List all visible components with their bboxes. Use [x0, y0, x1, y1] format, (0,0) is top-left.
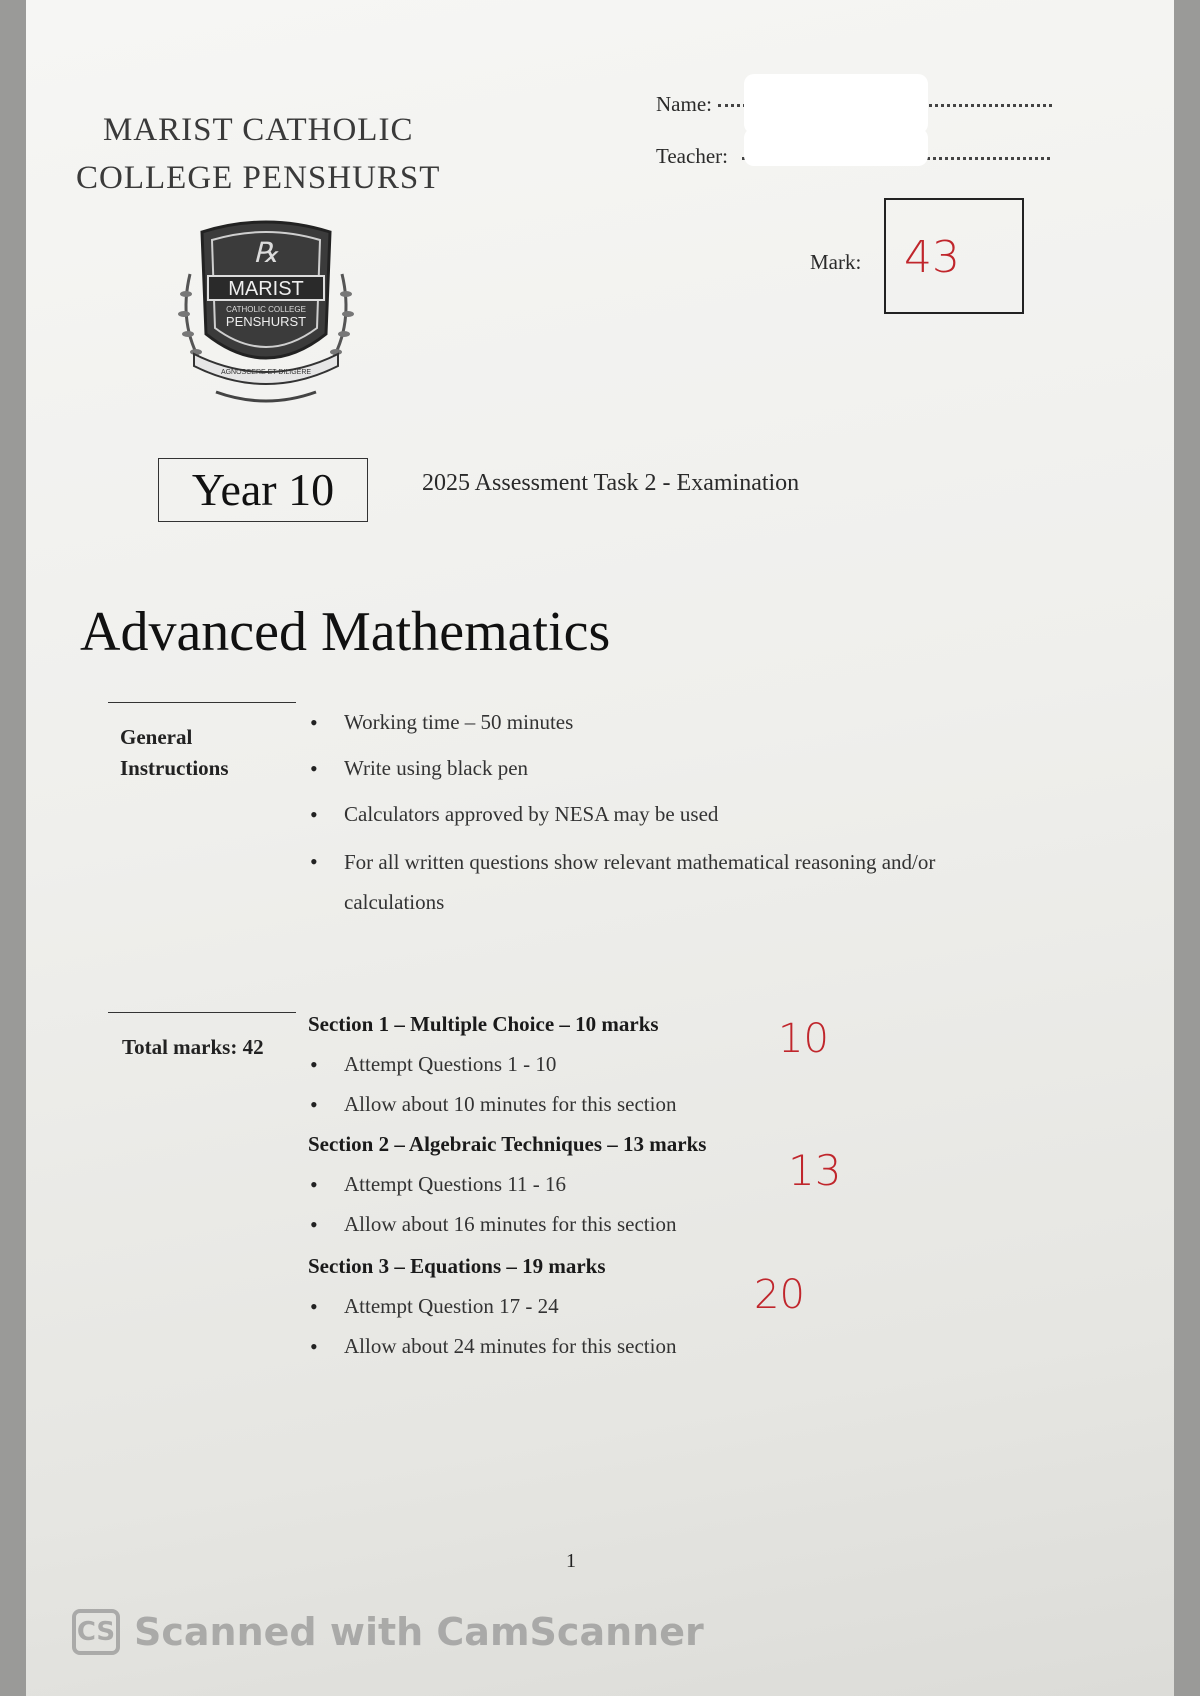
divider-total [108, 1012, 296, 1013]
list-item: • Allow about 24 minutes for this section [310, 1334, 870, 1374]
school-name-line1: MARIST CATHOLIC [102, 112, 414, 148]
assessment-task-title: 2025 Assessment Task 2 - Examination [422, 470, 800, 496]
section-2-heading: Section 2 – Algebraic Techniques – 13 marks [308, 1132, 707, 1156]
section-1-heading: Section 1 – Multiple Choice – 10 marks [308, 1012, 659, 1036]
camscanner-logo-icon: CS [72, 1609, 120, 1655]
school-name-line2: COLLEGE PENSHURST [76, 160, 441, 196]
general-instructions-list [310, 710, 990, 922]
crest-text-bottom: PENSHURST [225, 314, 307, 329]
section-1-list [310, 1052, 870, 1132]
svg-text:℞: ℞ [253, 238, 279, 269]
page-number: 1 [566, 1550, 576, 1572]
list-item: • Write using black pen [310, 756, 990, 802]
section-1-handwritten-mark: 10 [778, 1016, 829, 1062]
name-label: Name: [656, 92, 712, 116]
section-3-handwritten-mark: 20 [754, 1272, 805, 1318]
section-2-handwritten-mark: 13 [788, 1146, 842, 1195]
school-crest-logo [172, 214, 360, 410]
total-marks-label: Total marks: 42 [122, 1035, 264, 1059]
crest-motto: AGNOSCERE ET DILIGERE [220, 369, 312, 376]
mark-value-handwritten: 43 [904, 232, 960, 283]
camscanner-watermark [72, 1604, 704, 1660]
general-label-line1: General [120, 725, 193, 749]
camscanner-text: Scanned with CamScanner [134, 1610, 704, 1654]
list-item: • Allow about 10 minutes for this section [310, 1092, 870, 1132]
school-name [76, 106, 440, 202]
teacher-label: Teacher: [656, 144, 728, 168]
crest-text-top: MARIST [228, 278, 304, 300]
crest-text-mid: CATHOLIC COLLEGE [226, 305, 306, 314]
list-item: • Attempt Questions 11 - 16 [310, 1172, 870, 1212]
name-redaction [744, 74, 928, 134]
list-item: • For all written questions show relevant mathematical reasoning and/or calculations [310, 842, 990, 922]
divider-general [108, 702, 296, 703]
list-item: • Attempt Question 17 - 24 [310, 1294, 870, 1334]
general-instructions-label [120, 722, 229, 784]
mark-label: Mark: [810, 250, 862, 274]
list-item: • Working time – 50 minutes [310, 710, 990, 756]
section-2-list [310, 1172, 870, 1252]
list-item: • Calculators approved by NESA may be used [310, 802, 990, 848]
list-item: • Allow about 16 minutes for this section [310, 1212, 870, 1252]
list-item: • Attempt Questions 1 - 10 [310, 1052, 870, 1092]
year-level-box: Year 10 [158, 458, 368, 522]
general-label-line2: Instructions [120, 756, 229, 780]
teacher-redaction [744, 128, 928, 166]
section-3-heading: Section 3 – Equations – 19 marks [308, 1254, 606, 1278]
course-title: Advanced Mathematics [80, 601, 611, 663]
